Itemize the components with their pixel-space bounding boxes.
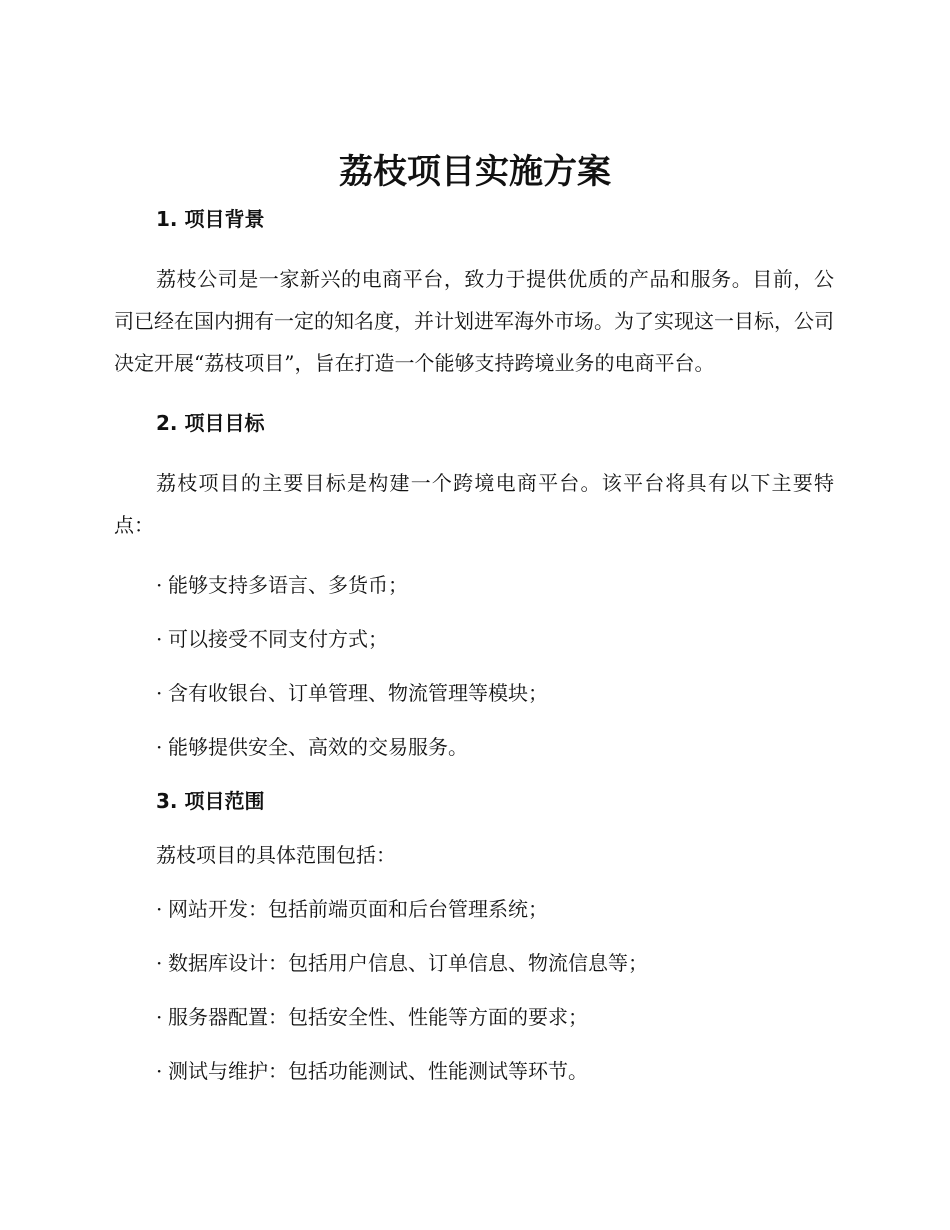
bullet-marker: · bbox=[156, 573, 163, 597]
list-item-text: 能够提供安全、高效的交易服务。 bbox=[168, 735, 468, 759]
section-intro: 荔枝项目的具体范围包括： bbox=[156, 843, 396, 867]
section-background bbox=[114, 204, 834, 384]
bullet-marker: · bbox=[156, 681, 163, 705]
section-heading: 1. 项目背景 bbox=[156, 207, 265, 231]
section-scope bbox=[114, 786, 834, 1086]
list-item-text: 测试与维护：包括功能测试、性能测试等环节。 bbox=[168, 1059, 588, 1083]
section-paragraph: 荔枝公司是一家新兴的电商平台，致力于提供优质的产品和服务。目前，公司已经在国内拥有一定的知名度，并计划进军海外市场。为了实现这一目标，公司决定开展“荔枝项目”，旨在打造一个能够支持跨境业务的电商平台。 bbox=[114, 267, 834, 375]
section-heading: 2. 项目目标 bbox=[156, 411, 265, 435]
bullet-marker: · bbox=[156, 627, 163, 651]
document-title: 荔枝项目实施方案 bbox=[339, 152, 611, 192]
list-item bbox=[156, 624, 834, 654]
section-heading: 3. 项目范围 bbox=[156, 789, 265, 813]
list-item-text: 服务器配置：包括安全性、性能等方面的要求； bbox=[168, 1005, 588, 1029]
list-item bbox=[156, 732, 834, 762]
list-item-text: 网站开发：包括前端页面和后台管理系统； bbox=[168, 897, 548, 921]
bullet-marker: · bbox=[156, 735, 163, 759]
list-item bbox=[156, 894, 834, 924]
section-paragraph: 荔枝项目的主要目标是构建一个跨境电商平台。该平台将具有以下主要特点： bbox=[114, 471, 834, 537]
list-item bbox=[156, 570, 834, 600]
list-item-text: 能够支持多语言、多货币； bbox=[168, 573, 408, 597]
list-item bbox=[156, 678, 834, 708]
list-item-text: 数据库设计：包括用户信息、订单信息、物流信息等； bbox=[168, 951, 648, 975]
document-body bbox=[114, 204, 834, 1110]
list-item bbox=[156, 948, 834, 978]
list-item-text: 含有收银台、订单管理、物流管理等模块； bbox=[168, 681, 548, 705]
list-item bbox=[156, 1056, 834, 1086]
bullet-marker: · bbox=[156, 1059, 163, 1083]
list-item-text: 可以接受不同支付方式； bbox=[168, 627, 388, 651]
bullet-marker: · bbox=[156, 897, 163, 921]
bullet-marker: · bbox=[156, 1005, 163, 1029]
bullet-marker: · bbox=[156, 951, 163, 975]
list-item bbox=[156, 1002, 834, 1032]
section-goals bbox=[114, 408, 834, 762]
